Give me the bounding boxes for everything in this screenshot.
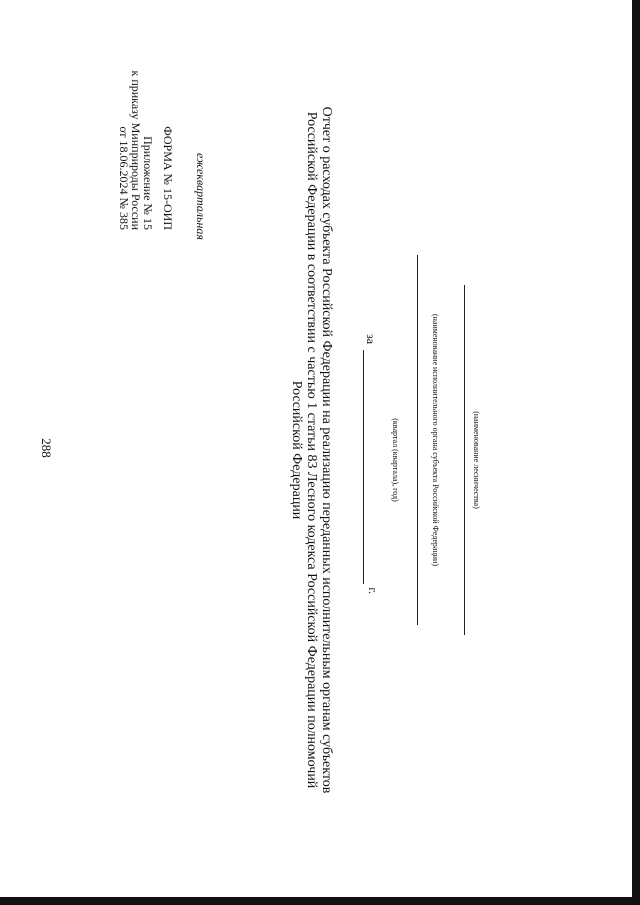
- period-prefix: за: [364, 334, 378, 345]
- appendix-line: к приказу Минприроды России: [129, 70, 143, 230]
- org-caption: (наименование исполнительного органа субъекта Российской Федерации): [431, 314, 440, 566]
- org-underline: [417, 255, 418, 625]
- page-number: 288: [39, 438, 54, 458]
- period-underline: [363, 350, 364, 584]
- periodicity-label: ежеквартальная: [194, 153, 208, 240]
- period-caption: (квартал (квартала), год): [391, 418, 400, 502]
- appendix-line: от 18.06.2024 № 385: [117, 126, 131, 230]
- appendix-block: [118, 30, 154, 230]
- appendix-line: Приложение № 15: [141, 136, 155, 230]
- period-field: [361, 334, 385, 594]
- forestry-caption: (наименование лесничества): [472, 411, 481, 509]
- report-title: Отчет о расходах субъекта Российской Федерации на реализацию переданных исполнительным органам субъектов Российской Федерации в соответствии с частью 1 статьи 83 Лесного кодекса Российской Федерации полномочий Российской Федерации: [289, 106, 334, 794]
- form-code: ФОРМА № 15-ОИП: [161, 126, 175, 230]
- period-suffix: г.: [366, 587, 380, 594]
- forestry-underline: [464, 285, 465, 635]
